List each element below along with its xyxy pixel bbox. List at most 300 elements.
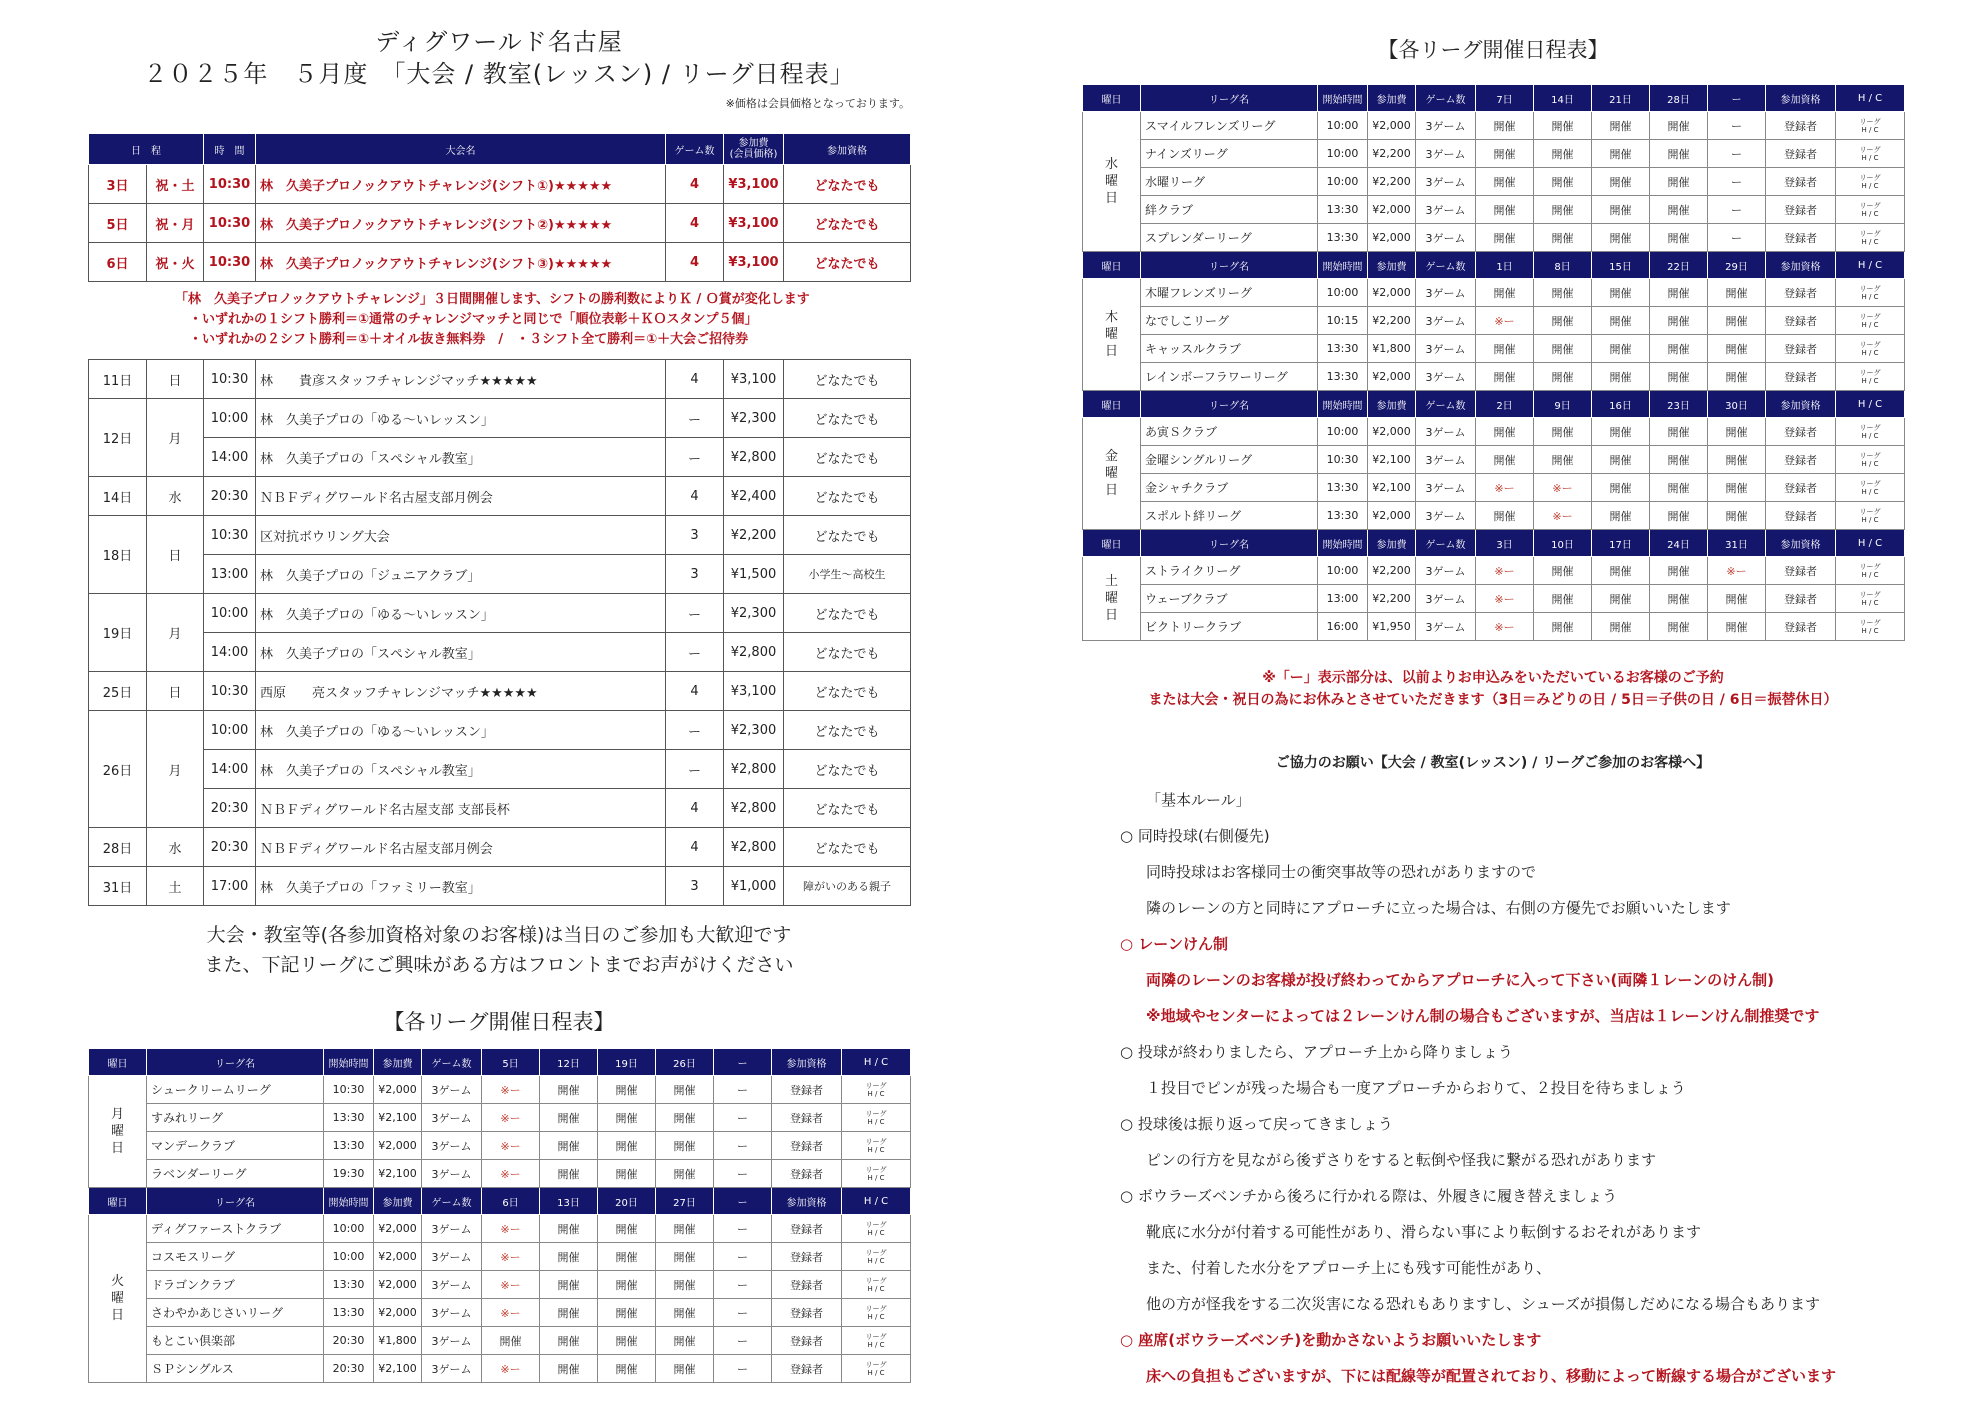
event-games: 4 [666, 360, 724, 399]
league-cell: 3ゲーム [1416, 196, 1476, 224]
league-cell: 開催 [1650, 335, 1708, 363]
league-header-cell: ゲーム数 [422, 1049, 482, 1076]
league-cell: ー [714, 1132, 772, 1160]
league-cell: 登録者 [1766, 168, 1836, 196]
league-cell: 開催 [1592, 474, 1650, 502]
league-cell: 10:00 [1318, 140, 1368, 168]
league-header-cell: 開始時間 [1318, 85, 1368, 112]
league-cell: 3ゲーム [1416, 446, 1476, 474]
league-cell: 登録者 [772, 1160, 842, 1188]
league-name: スプレンダーリーグ [1141, 224, 1318, 252]
league-name: キャッスルクラブ [1141, 335, 1318, 363]
event-date: 5日 [89, 204, 147, 243]
league-cell: ¥2,200 [1368, 557, 1416, 585]
league-hc: リーグ H / C [842, 1299, 911, 1327]
league-cell: ー [714, 1327, 772, 1355]
league-cell: 3ゲーム [1416, 335, 1476, 363]
league-cell: ¥2,100 [1368, 446, 1416, 474]
event-name: 林 久美子プロの「ジュニアクラブ」 [256, 555, 666, 594]
league-cell: ※ー [1476, 307, 1534, 335]
league-cell: 10:00 [1318, 279, 1368, 307]
league-cell: 開催 [1476, 335, 1534, 363]
event-day: 月 [147, 399, 204, 477]
league-cell: 開催 [1476, 140, 1534, 168]
league-cell: ¥2,200 [1368, 168, 1416, 196]
league-cell: ※ー [1708, 557, 1766, 585]
league-cell: 開催 [540, 1299, 598, 1327]
league-name: スポルト絆リーグ [1141, 502, 1318, 530]
league-cell: 開催 [1708, 307, 1766, 335]
league-cell: 3ゲーム [1416, 557, 1476, 585]
league-cell: 開催 [1534, 335, 1592, 363]
league-cell: 10:00 [1318, 168, 1368, 196]
event-row [89, 360, 911, 399]
rules-title: ご協力のお願い【大会 / 教室(レッスン) / リーグご参加のお客様へ】 [1275, 755, 1711, 771]
league-cell: 登録者 [1766, 363, 1836, 391]
league-header-cell: 10日 [1534, 530, 1592, 557]
event-date: 26日 [89, 711, 147, 828]
league-header-cell: ゲーム数 [1416, 252, 1476, 279]
league-cell: 開催 [1592, 168, 1650, 196]
featured-events-header [89, 134, 911, 165]
league-cell: 3ゲーム [422, 1355, 482, 1383]
league-cell: 開催 [598, 1355, 656, 1383]
league-cell: ¥2,000 [1368, 224, 1416, 252]
events-table [88, 359, 911, 906]
event-fee: ¥3,100 [724, 360, 784, 399]
league-cell: ー [714, 1299, 772, 1327]
league-cell: ¥2,100 [374, 1355, 422, 1383]
featured-note-line: 「林 久美子プロノックアウトチャレンジ」３日間開催します、シフトの勝利数によりＫ / Ｏ賞が変化します [175, 292, 810, 307]
league-cell: 10:00 [324, 1215, 374, 1243]
event-eligibility: どなたでも [784, 399, 911, 438]
event-day: 水 [147, 477, 204, 516]
event-time: 14:00 [204, 633, 256, 672]
event-day: 土 [147, 867, 204, 906]
featured-note-line: ・いずれかの１シフト勝利＝①通常のチャレンジマッチと同じで「順位表彰＋ＫＯスタンプ５個」 [189, 312, 758, 327]
league-cell: 開催 [1592, 335, 1650, 363]
league-hc: リーグ H / C [1836, 585, 1905, 613]
league-cell: ※ー [482, 1160, 540, 1188]
league-name: ナインズリーグ [1141, 140, 1318, 168]
rule-line: ○ 投球が終わりましたら、アプローチ上から降りましょう [1120, 1043, 1513, 1061]
event-fee: ¥1,500 [724, 555, 784, 594]
league-header-cell: 2日 [1476, 391, 1534, 418]
featured-events-table [88, 133, 911, 282]
league-cell: ー [1708, 140, 1766, 168]
league-hc: リーグ H / C [1836, 446, 1905, 474]
welcome-line: 大会・教室等(各参加資格対象のお客様)は当日のご参加も大歓迎です [206, 924, 792, 946]
league-cell: 登録者 [772, 1076, 842, 1104]
league-cell: 開催 [1534, 307, 1592, 335]
league-hc: リーグ H / C [842, 1327, 911, 1355]
event-date: 18日 [89, 516, 147, 594]
event-day: 祝・火 [147, 243, 204, 282]
league-header-cell: 13日 [540, 1188, 598, 1215]
rule-line: 両隣のレーンのお客様が投げ終わってからアプローチに入って下さい(両隣１レーンのけん制) [1146, 971, 1774, 989]
league-header-cell: 参加資格 [1766, 252, 1836, 279]
league-header-cell: 参加費 [374, 1049, 422, 1076]
event-games: 4 [666, 477, 724, 516]
league-cell: 13:30 [1318, 502, 1368, 530]
rule-line: ○ 同時投球(右側優先) [1120, 827, 1270, 845]
league-row [1083, 474, 1905, 502]
league-row [89, 1215, 911, 1243]
event-games: ー [666, 711, 724, 750]
league-cell: 3ゲーム [1416, 112, 1476, 140]
league-row [1083, 418, 1905, 446]
event-eligibility: どなたでも [784, 477, 911, 516]
league-header-cell: 31日 [1708, 530, 1766, 557]
event-row [89, 789, 911, 828]
event-name: 林 久美子プロの「ゆる〜いレッスン」 [256, 711, 666, 750]
event-name: 林 久美子プロノックアウトチャレンジ(シフト②)★★★★★ [256, 204, 666, 243]
league-cell: 登録者 [772, 1243, 842, 1271]
event-games: 4 [666, 828, 724, 867]
league-name: レインボーフラワーリーグ [1141, 363, 1318, 391]
league-row [1083, 196, 1905, 224]
event-time: 10:30 [204, 243, 256, 282]
league-cell: 開催 [598, 1076, 656, 1104]
league-cell: 開催 [1650, 112, 1708, 140]
event-day: 日 [147, 672, 204, 711]
league-header-cell: リーグ名 [1141, 252, 1318, 279]
event-row [89, 438, 911, 477]
league-header-cell: H / C [1836, 252, 1905, 279]
league-header-cell: ゲーム数 [1416, 85, 1476, 112]
league-header-cell: H / C [1836, 530, 1905, 557]
league-cell: 20:30 [324, 1327, 374, 1355]
league-cell: ー [714, 1160, 772, 1188]
league-name: マンデークラブ [147, 1132, 324, 1160]
league-cell: 20:30 [324, 1355, 374, 1383]
league-cell: ¥2,000 [1368, 418, 1416, 446]
league-note-line: ※「ー」表示部分は、以前よりお申込みをいただいているお客様のご予約 [1262, 670, 1724, 686]
event-time: 10:30 [204, 360, 256, 399]
league-cell: 開催 [598, 1271, 656, 1299]
event-row [89, 867, 911, 906]
league-header-cell: 曜日 [89, 1049, 147, 1076]
league-cell: 開催 [656, 1355, 714, 1383]
league-header-cell: 16日 [1592, 391, 1650, 418]
league-cell: 開催 [540, 1160, 598, 1188]
league-name: ドラゴンクラブ [147, 1271, 324, 1299]
league-cell: 開催 [1650, 140, 1708, 168]
league-cell: 開催 [540, 1104, 598, 1132]
league-cell: 登録者 [772, 1215, 842, 1243]
league-cell: 3ゲーム [1416, 418, 1476, 446]
league-cell: 開催 [1476, 363, 1534, 391]
league-cell: 開催 [1534, 140, 1592, 168]
event-row [89, 516, 911, 555]
league-cell: ¥2,200 [1368, 307, 1416, 335]
league-cell: ¥2,000 [374, 1299, 422, 1327]
league-row [1083, 363, 1905, 391]
event-games: 4 [666, 789, 724, 828]
league-cell: 開催 [1534, 112, 1592, 140]
league-cell: 開催 [1534, 418, 1592, 446]
league-cell: 3ゲーム [422, 1327, 482, 1355]
league-hc: リーグ H / C [1836, 279, 1905, 307]
league-hc: リーグ H / C [1836, 140, 1905, 168]
welcome-message [88, 920, 910, 980]
league-header-cell: 曜日 [1083, 252, 1141, 279]
league-cell: ¥2,200 [1368, 140, 1416, 168]
league-cell: 登録者 [772, 1271, 842, 1299]
league-cell: 開催 [1592, 279, 1650, 307]
league-row [1083, 335, 1905, 363]
league-cell: 開催 [482, 1327, 540, 1355]
league-header-cell: 12日 [540, 1049, 598, 1076]
league-cell: 開催 [1534, 224, 1592, 252]
league-header-cell: 20日 [598, 1188, 656, 1215]
league-cell: 3ゲーム [1416, 224, 1476, 252]
event-fee: ¥3,100 [724, 243, 784, 282]
league-cell: ー [1708, 196, 1766, 224]
league-row [1083, 557, 1905, 585]
league-cell: 登録者 [1766, 224, 1836, 252]
col-date: 日 程 [89, 134, 204, 165]
league-cell: ※ー [1476, 474, 1534, 502]
league-cell: 開催 [656, 1327, 714, 1355]
event-date: 11日 [89, 360, 147, 399]
event-name: ＮＢＦディグワールド名古屋支部 支部長杯 [256, 789, 666, 828]
league-cell: ー [714, 1271, 772, 1299]
league-cell: 3ゲーム [1416, 585, 1476, 613]
league-cell: 登録者 [1766, 140, 1836, 168]
league-cell: 開催 [656, 1215, 714, 1243]
league-cell: 開催 [1708, 474, 1766, 502]
league-hc: リーグ H / C [1836, 418, 1905, 446]
league-header-cell: 開始時間 [324, 1049, 374, 1076]
league-table-right [1082, 84, 1905, 641]
event-time: 20:30 [204, 477, 256, 516]
event-games: ー [666, 594, 724, 633]
rules-list [1120, 782, 1940, 1394]
league-cell: ※ー [1534, 502, 1592, 530]
league-cell: 3ゲーム [422, 1160, 482, 1188]
league-cell: 開催 [1708, 279, 1766, 307]
event-fee: ¥3,100 [724, 165, 784, 204]
league-cell: 開催 [1592, 363, 1650, 391]
league-cell: 3ゲーム [1416, 363, 1476, 391]
league-cell: ¥2,000 [374, 1243, 422, 1271]
league-hc: リーグ H / C [1836, 474, 1905, 502]
col-time: 時 間 [204, 134, 256, 165]
event-time: 10:00 [204, 711, 256, 750]
league-hc: リーグ H / C [842, 1076, 911, 1104]
event-name: 林 久美子プロの「スペシャル教室」 [256, 633, 666, 672]
league-cell: ー [1708, 224, 1766, 252]
event-day: 祝・土 [147, 165, 204, 204]
event-row [89, 477, 911, 516]
league-name: スマイルフレンズリーグ [1141, 112, 1318, 140]
league-cell: 3ゲーム [1416, 307, 1476, 335]
event-games: 3 [666, 555, 724, 594]
league-hc: リーグ H / C [842, 1243, 911, 1271]
league-cell: 開催 [1650, 585, 1708, 613]
league-cell: 開催 [540, 1243, 598, 1271]
league-cell: ¥2,000 [1368, 279, 1416, 307]
league-cell: ¥2,100 [1368, 474, 1416, 502]
rule-line: 床への負担もございますが、下には配線等が配置されており、移動によって断線する場合がございます [1146, 1367, 1837, 1385]
league-cell: ¥1,800 [1368, 335, 1416, 363]
league-cell: 10:00 [1318, 112, 1368, 140]
league-cell: ※ー [482, 1132, 540, 1160]
league-cell: 開催 [1592, 307, 1650, 335]
event-fee: ¥2,800 [724, 750, 784, 789]
event-fee: ¥2,300 [724, 711, 784, 750]
league-cell: 登録者 [772, 1299, 842, 1327]
league-name: ビクトリークラブ [1141, 613, 1318, 641]
league-cell: 開催 [1650, 279, 1708, 307]
league-cell: 開催 [1592, 446, 1650, 474]
league-cell: ※ー [1476, 613, 1534, 641]
league-cell: 13:30 [324, 1299, 374, 1327]
league-header-cell: 開始時間 [1318, 530, 1368, 557]
league-row [89, 1355, 911, 1383]
league-header-cell: 7日 [1476, 85, 1534, 112]
event-day: 日 [147, 516, 204, 594]
event-date: 12日 [89, 399, 147, 477]
event-time: 10:30 [204, 516, 256, 555]
league-cell: 開催 [1650, 557, 1708, 585]
price-note: ※価格は会員価格となっております。 [725, 97, 910, 110]
featured-event-row [89, 243, 911, 282]
league-row [1083, 585, 1905, 613]
league-cell: ※ー [1476, 557, 1534, 585]
league-name: ストライクリーグ [1141, 557, 1318, 585]
league-cell: ¥2,000 [374, 1132, 422, 1160]
league-cell: 開催 [1476, 168, 1534, 196]
league-cell: 登録者 [772, 1104, 842, 1132]
league-cell: 開催 [1534, 363, 1592, 391]
league-cell: 開催 [1708, 446, 1766, 474]
league-cell: 3ゲーム [422, 1271, 482, 1299]
event-time: 20:30 [204, 828, 256, 867]
league-row [89, 1160, 911, 1188]
league-cell: 開催 [540, 1327, 598, 1355]
league-header-cell: 19日 [598, 1049, 656, 1076]
event-name: 林 久美子プロノックアウトチャレンジ(シフト①)★★★★★ [256, 165, 666, 204]
league-header-cell: 参加費 [1368, 85, 1416, 112]
league-header-cell: 参加費 [1368, 252, 1416, 279]
league-cell: 開催 [1534, 557, 1592, 585]
league-cell: 登録者 [1766, 196, 1836, 224]
league-hc: リーグ H / C [1836, 502, 1905, 530]
league-header-cell: ー [714, 1188, 772, 1215]
league-cell: 開催 [1708, 613, 1766, 641]
league-header-cell: リーグ名 [147, 1188, 324, 1215]
league-header-row [89, 1049, 911, 1076]
event-eligibility: どなたでも [784, 828, 911, 867]
league-cell: 開催 [656, 1160, 714, 1188]
rule-line: １投目でピンが残った場合も一度アプローチからおりて、２投目を待ちましょう [1146, 1079, 1686, 1097]
event-games: ー [666, 399, 724, 438]
league-cell: 13:30 [324, 1271, 374, 1299]
event-eligibility: どなたでも [784, 789, 911, 828]
event-time: 10:30 [204, 672, 256, 711]
event-name: 林 貴彦スタッフチャレンジマッチ★★★★★ [256, 360, 666, 399]
league-cell: ※ー [1476, 585, 1534, 613]
league-name: ＳＰシングルス [147, 1355, 324, 1383]
league-header-cell: H / C [1836, 85, 1905, 112]
league-cell: 開催 [1476, 502, 1534, 530]
event-date: 28日 [89, 828, 147, 867]
league-header-cell: 29日 [1708, 252, 1766, 279]
league-name: ウェーブクラブ [1141, 585, 1318, 613]
league-header-cell: 28日 [1650, 85, 1708, 112]
league-cell: ー [714, 1215, 772, 1243]
event-date: 25日 [89, 672, 147, 711]
event-row [89, 750, 911, 789]
event-fee: ¥2,800 [724, 828, 784, 867]
league-weekday: 水 曜 日 [1083, 112, 1141, 252]
league-cell: 開催 [1650, 418, 1708, 446]
league-cell: 開催 [1650, 502, 1708, 530]
league-hc: リーグ H / C [1836, 168, 1905, 196]
league-cell: 開催 [656, 1299, 714, 1327]
league-cell: ー [1708, 168, 1766, 196]
league-name: 絆クラブ [1141, 196, 1318, 224]
league-cell: 3ゲーム [422, 1299, 482, 1327]
league-cell: 開催 [1708, 363, 1766, 391]
league-cell: 開催 [1592, 224, 1650, 252]
event-eligibility: どなたでも [784, 750, 911, 789]
event-time: 10:30 [204, 204, 256, 243]
featured-event-row [89, 165, 911, 204]
league-cell: 開催 [1534, 279, 1592, 307]
event-name: 林 久美子プロの「ゆる〜いレッスン」 [256, 594, 666, 633]
event-fee: ¥2,300 [724, 399, 784, 438]
event-games: ー [666, 750, 724, 789]
event-name: 西原 亮スタッフチャレンジマッチ★★★★★ [256, 672, 666, 711]
league-cell: 開催 [1534, 446, 1592, 474]
league-header-cell: 開始時間 [1318, 391, 1368, 418]
league-header-row [89, 1188, 911, 1215]
league-header-cell: 参加資格 [772, 1049, 842, 1076]
league-cell: 10:15 [1318, 307, 1368, 335]
league-cell: 16:00 [1318, 613, 1368, 641]
league-cell: 13:30 [1318, 474, 1368, 502]
event-eligibility: どなたでも [784, 672, 911, 711]
event-date: 14日 [89, 477, 147, 516]
league-cell: 3ゲーム [1416, 140, 1476, 168]
league-cell: ¥2,000 [1368, 196, 1416, 224]
event-eligibility: どなたでも [784, 516, 911, 555]
league-header-row [1083, 530, 1905, 557]
league-name: さわやかあじさいリーグ [147, 1299, 324, 1327]
league-header-cell: 6日 [482, 1188, 540, 1215]
event-name: 林 久美子プロの「ファミリー教室」 [256, 867, 666, 906]
league-hc: リーグ H / C [842, 1215, 911, 1243]
league-header-cell: 参加資格 [772, 1188, 842, 1215]
event-time: 10:00 [204, 594, 256, 633]
league-cell: 登録者 [772, 1327, 842, 1355]
league-cell: ※ー [482, 1271, 540, 1299]
event-fee: ¥2,300 [724, 594, 784, 633]
league-cell: 開催 [1534, 196, 1592, 224]
league-cell: 登録者 [1766, 279, 1836, 307]
league-cell: ー [1708, 112, 1766, 140]
league-name: シュークリームリーグ [147, 1076, 324, 1104]
league-row [1083, 613, 1905, 641]
event-eligibility: どなたでも [784, 711, 911, 750]
event-games: 3 [666, 867, 724, 906]
league-header-cell: ゲーム数 [1416, 530, 1476, 557]
league-cell: 3ゲーム [422, 1243, 482, 1271]
event-name: 林 久美子プロの「ゆる〜いレッスン」 [256, 399, 666, 438]
